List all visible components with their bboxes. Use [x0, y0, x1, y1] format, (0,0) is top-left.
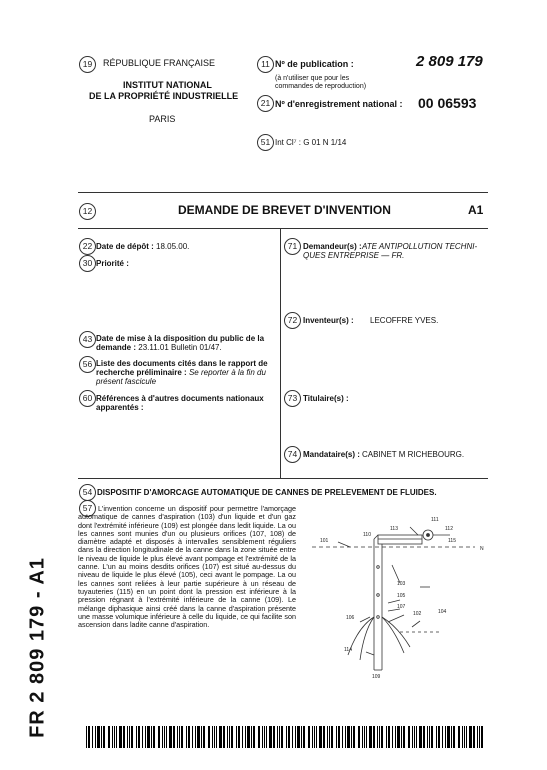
docs-line2 — [96, 368, 266, 377]
barcode-bar — [479, 726, 480, 748]
applicant-value-1: ATE ANTIPOLLUTION TECHNI- — [362, 242, 478, 251]
barcode-bar — [469, 726, 472, 748]
code-74: 74 — [284, 446, 301, 463]
barcode-bar — [319, 726, 322, 748]
barcode-bar — [401, 726, 402, 748]
fig-label-114: 114 — [344, 647, 352, 653]
barcode-bar — [403, 726, 405, 748]
code-51: 51 — [257, 134, 274, 151]
code-71: 71 — [284, 238, 301, 255]
code-30: 30 — [79, 255, 96, 272]
deposit-row — [96, 242, 189, 251]
barcode-bar — [427, 726, 428, 748]
doc-kind: A1 — [468, 203, 484, 217]
barcode-bar — [164, 726, 165, 748]
inventor-label: Inventeur(s) : — [303, 316, 354, 325]
barcode-bar — [466, 726, 467, 748]
barcode-bar — [358, 726, 360, 748]
int-cl: Int Cl⁷ : G 01 N 1/14 — [275, 138, 347, 147]
fig-label-113: 113 — [390, 526, 398, 532]
fig-label-103: 103 — [397, 581, 406, 587]
barcode-bar — [173, 726, 175, 748]
barcode-bar — [114, 726, 115, 748]
applicant-value-2: QUES ENTREPRISE — FR. — [303, 251, 405, 260]
institute-line2: DE LA PROPRIÉTÉ INDUSTRIELLE — [89, 91, 239, 101]
barcode-bar — [112, 726, 113, 748]
barcode-bar — [327, 726, 328, 748]
barcode-bar — [151, 726, 152, 748]
barcode-bar — [308, 726, 310, 748]
barcode-bar — [301, 726, 302, 748]
fig-label-111: 111 — [431, 517, 439, 523]
invention-title: DISPOSITIF D'AMORCAGE AUTOMATIQUE DE CANNES DE PRELEVEMENT DE FLUIDES. — [97, 488, 437, 497]
doc-title: DEMANDE DE BREVET D'INVENTION — [178, 203, 391, 217]
barcode-bar — [297, 726, 300, 748]
barcode-bar — [362, 726, 363, 748]
barcode-bar — [431, 726, 433, 748]
deposit-value: 18.05.00. — [156, 242, 190, 251]
abstract-body: L'invention concerne un dispositif pour permettre l'amorçage automatique de cannes d'aspiration (103) d'un liquide et d'un gaz dont l'extrémité inférieure (109) est plongée dans ledit liquide. La ou les cannes sont munies d'un ou plusieurs orifices (107, 108) de diamètre adapté et disposés à intervalles sensiblement réguliers dans la direction longitudinale de la canne dans la zone située entre le niveau de liquide le plus élevé avant pompage et l'extrémité de la canne. L'un au moins desdits orifices (107) est situé au-dessus du niveau de liquide le plus élevé (105), ceci avant le pompage. La ou les cannes sont reliées à leur partie supérieure à un réseau de tuyauteries (115) en un point dont la pression est inférieure à la pression régnant à l'extrémité inférieure de la canne (109). Le mélange diphasique ainsi créé dans la canne d'aspiration présente une masse volumique inférieure à celle du liquide, ce qui facilite son ascension dans ladite canne d'aspiration. — [78, 504, 296, 630]
barcode-bar — [336, 726, 337, 748]
reg-label: Nº d'enregistrement national : — [275, 99, 403, 109]
barcode-bar — [451, 726, 452, 748]
holder-label: Titulaire(s) : — [303, 394, 349, 403]
barcode-bar — [445, 726, 446, 748]
institute-line1: INSTITUT NATIONAL — [123, 80, 212, 90]
barcode-bar — [162, 726, 163, 748]
barcode-bar — [314, 726, 315, 748]
barcode-bar — [242, 726, 243, 748]
barcode-bar — [462, 726, 463, 748]
barcode-bar — [329, 726, 330, 748]
barcode-bar — [212, 726, 213, 748]
barcode-bar — [216, 726, 217, 748]
barcode-bar — [95, 726, 96, 748]
barcode-bar — [351, 726, 352, 748]
barcode-bar — [131, 726, 133, 748]
pubdate-line2 — [96, 343, 222, 352]
docs-value: Se reporter à la fin du — [188, 368, 266, 377]
barcode-bar — [436, 726, 437, 748]
barcode-bar — [447, 726, 450, 748]
barcode-bar — [197, 726, 200, 748]
barcode-bar — [395, 726, 396, 748]
code-72: 72 — [284, 312, 301, 329]
barcode-bar — [253, 726, 255, 748]
barcode-bar — [347, 726, 350, 748]
barcode-bar — [147, 726, 150, 748]
barcode-bar — [377, 726, 378, 748]
barcode-bar — [181, 726, 183, 748]
refs-line2: apparentés : — [96, 403, 144, 412]
barcode-bar — [119, 726, 122, 748]
barcode-bar — [153, 726, 155, 748]
barcode-bar — [481, 726, 483, 748]
barcode-bar — [97, 726, 100, 748]
barcode-bar — [223, 726, 225, 748]
pub-note-1: (à n'utiliser que pour les — [275, 75, 350, 82]
barcode-bar — [279, 726, 280, 748]
inventor-value: LECOFFRE YVES. — [370, 316, 439, 325]
side-publication-code: FR 2 809 179 - A1 — [26, 557, 49, 738]
barcode-bar — [392, 726, 393, 748]
barcode-bar — [231, 726, 233, 748]
pub-label: Nº de publication : — [275, 59, 354, 69]
barcode-bar — [138, 726, 140, 748]
fig-label-112: 112 — [445, 526, 453, 532]
barcode-bar — [219, 726, 222, 748]
barcode-bar — [412, 726, 413, 748]
barcode-bar — [295, 726, 296, 748]
docs-line3: présent fascicule — [96, 377, 157, 386]
applicant-label: Demandeur(s) : — [303, 242, 362, 251]
abstract-text — [78, 505, 296, 629]
column-divider — [280, 229, 281, 478]
technical-drawing — [300, 505, 490, 680]
divider-top — [78, 192, 488, 193]
barcode-bar — [86, 726, 87, 748]
pub-number: 2 809 179 — [416, 53, 483, 70]
fig-label-110: 110 — [363, 532, 371, 538]
barcode-bar — [458, 726, 460, 748]
barcode-bar — [342, 726, 343, 748]
fig-label-105: 105 — [397, 593, 406, 599]
barcode-bar — [179, 726, 180, 748]
barcode-bar — [277, 726, 278, 748]
barcode-bar — [247, 726, 250, 748]
barcode-bar — [345, 726, 346, 748]
pubdate-line1: Date de mise à la disposition du public de la — [96, 334, 265, 343]
barcode-bar — [192, 726, 193, 748]
refs-line1: Références à d'autres documents nationaux — [96, 394, 264, 403]
barcode-bar — [286, 726, 287, 748]
fig-label-104: 104 — [438, 609, 447, 615]
pubdate-value: 23.11.01 Bulletin 01/47. — [138, 343, 222, 352]
barcode-bar — [145, 726, 146, 748]
barcode-bar — [353, 726, 355, 748]
barcode-bar — [438, 726, 440, 748]
barcode-bar — [238, 726, 240, 748]
barcode-bar — [101, 726, 102, 748]
barcode-bar — [127, 726, 128, 748]
barcode-bar — [166, 726, 167, 748]
barcode-bar — [214, 726, 215, 748]
barcode-bar — [251, 726, 252, 748]
agent-label: Mandataire(s) : — [303, 450, 360, 459]
priority-label: Priorité : — [96, 259, 129, 268]
barcode-bar — [142, 726, 143, 748]
barcode-bar — [108, 726, 110, 748]
barcode-bar — [92, 726, 93, 748]
barcode-bar — [338, 726, 340, 748]
barcode-bar — [414, 726, 415, 748]
code-11: 11 — [257, 56, 274, 73]
barcode-bar — [201, 726, 202, 748]
code-60: 60 — [79, 390, 96, 407]
divider-2 — [78, 228, 488, 229]
barcode-bar — [188, 726, 190, 748]
code-22: 22 — [79, 238, 96, 255]
barcode-bar — [273, 726, 275, 748]
barcode-bar — [116, 726, 117, 748]
pubdate-label: demande : — [96, 343, 137, 352]
barcode-bar — [303, 726, 305, 748]
fig-label-101: 101 — [320, 538, 329, 544]
barcode-bar — [103, 726, 105, 748]
code-57: 57 — [79, 500, 96, 517]
barcode-bar — [269, 726, 272, 748]
fig-label-107: 107 — [397, 604, 406, 610]
barcode-bar — [419, 726, 422, 748]
reg-number: 00 06593 — [418, 95, 477, 111]
barcode-bar — [423, 726, 425, 748]
barcode-bar — [366, 726, 367, 748]
barcode-bar — [245, 726, 246, 748]
barcode-bar — [186, 726, 187, 748]
agent-value: CABINET M RICHEBOURG. — [362, 450, 465, 459]
barcode-bar — [281, 726, 283, 748]
code-54: 54 — [79, 484, 96, 501]
barcode-bar — [386, 726, 387, 748]
barcode-bar — [464, 726, 465, 748]
barcode-bar — [477, 726, 478, 748]
barcode-bar — [373, 726, 375, 748]
barcode-bar — [158, 726, 160, 748]
fig-label-115: 115 — [448, 538, 456, 544]
barcode-bar — [388, 726, 390, 748]
barcode-bar — [408, 726, 410, 748]
barcode-bar — [262, 726, 263, 748]
barcode-bar — [123, 726, 125, 748]
fig-label-106: 106 — [346, 615, 355, 621]
barcode-bar — [264, 726, 265, 748]
barcode-bar — [129, 726, 130, 748]
barcode-bar — [473, 726, 475, 748]
barcode-bar — [208, 726, 210, 748]
barcode-bar — [88, 726, 90, 748]
code-56: 56 — [79, 356, 96, 373]
barcode-bar — [381, 726, 383, 748]
barcode-bar — [323, 726, 325, 748]
code-12: 12 — [79, 203, 96, 220]
fig-label-109: 109 — [372, 674, 381, 680]
docs-line1: Liste des documents cités dans le rapport de — [96, 359, 268, 368]
code-21: 21 — [257, 95, 274, 112]
barcode-bar — [312, 726, 313, 748]
barcode-bar — [369, 726, 372, 748]
divider-3 — [78, 478, 488, 479]
barcode-bar — [429, 726, 430, 748]
barcode-bar — [316, 726, 317, 748]
barcode-bar — [442, 726, 443, 748]
barcode-bar — [364, 726, 365, 748]
barcode-bar — [397, 726, 400, 748]
docs-label: recherche préliminaire : — [96, 368, 187, 377]
barcode-bar — [236, 726, 237, 748]
barcode-bar — [416, 726, 417, 748]
barcode-bar — [292, 726, 293, 748]
barcode-bar — [453, 726, 455, 748]
barcode-bar — [288, 726, 290, 748]
city: PARIS — [149, 114, 176, 124]
barcode — [86, 726, 488, 748]
barcode-bar — [227, 726, 228, 748]
country: RÉPUBLIQUE FRANÇAISE — [103, 58, 216, 68]
barcode-bar — [379, 726, 380, 748]
fig-label-n: N — [480, 546, 484, 552]
deposit-label: Date de dépôt : — [96, 242, 154, 251]
barcode-bar — [169, 726, 172, 748]
code-73: 73 — [284, 390, 301, 407]
barcode-bar — [203, 726, 205, 748]
barcode-bar — [266, 726, 267, 748]
barcode-bar — [136, 726, 137, 748]
fig-label-102: 102 — [413, 611, 422, 617]
barcode-bar — [195, 726, 196, 748]
barcode-bar — [229, 726, 230, 748]
pub-note-2: commandes de reproduction) — [275, 83, 367, 90]
barcode-bar — [331, 726, 333, 748]
code-19: 19 — [79, 56, 96, 73]
barcode-bar — [177, 726, 178, 748]
code-43: 43 — [79, 331, 96, 348]
barcode-bar — [258, 726, 260, 748]
